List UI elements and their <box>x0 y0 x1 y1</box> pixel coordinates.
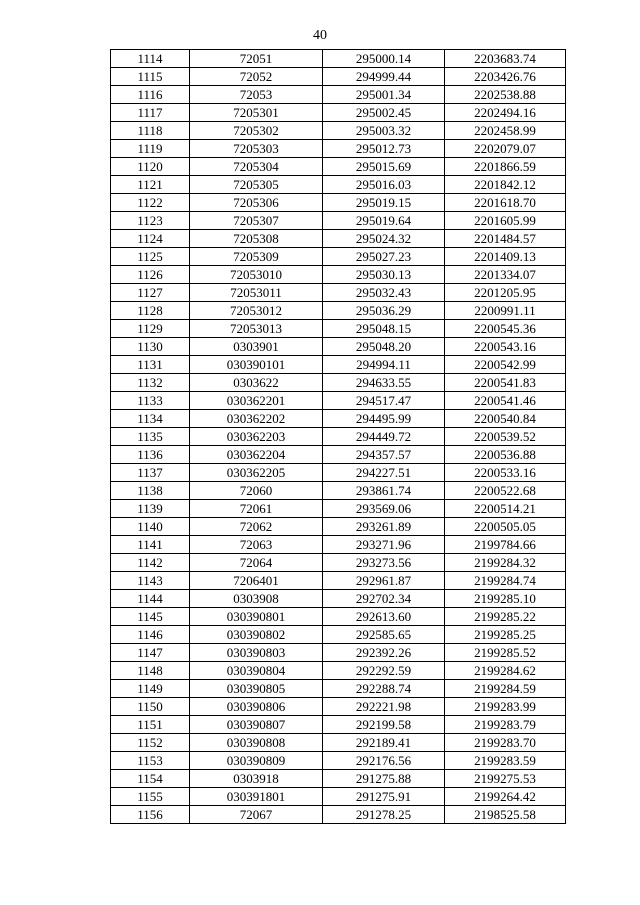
x-coordinate-cell: 291275.91 <box>323 788 445 806</box>
row-index-cell: 1151 <box>111 716 190 734</box>
point-id-cell: 0303918 <box>190 770 323 788</box>
point-id-cell: 030362202 <box>190 410 323 428</box>
y-coordinate-cell: 2200522.68 <box>445 482 566 500</box>
y-coordinate-cell: 2201618.70 <box>445 194 566 212</box>
point-id-cell: 7205306 <box>190 194 323 212</box>
x-coordinate-cell: 292392.26 <box>323 644 445 662</box>
table-row <box>111 122 566 140</box>
point-id-cell: 030390101 <box>190 356 323 374</box>
y-coordinate-cell: 2199283.99 <box>445 698 566 716</box>
y-coordinate-cell: 2199283.59 <box>445 752 566 770</box>
x-coordinate-cell: 295036.29 <box>323 302 445 320</box>
row-index-cell: 1153 <box>111 752 190 770</box>
row-index-cell: 1146 <box>111 626 190 644</box>
x-coordinate-cell: 294495.99 <box>323 410 445 428</box>
x-coordinate-cell: 292288.74 <box>323 680 445 698</box>
x-coordinate-cell: 295001.34 <box>323 86 445 104</box>
row-index-cell: 1136 <box>111 446 190 464</box>
row-index-cell: 1155 <box>111 788 190 806</box>
point-id-cell: 7205304 <box>190 158 323 176</box>
x-coordinate-cell: 293261.89 <box>323 518 445 536</box>
table-row <box>111 446 566 464</box>
row-index-cell: 1116 <box>111 86 190 104</box>
table-row <box>111 194 566 212</box>
row-index-cell: 1131 <box>111 356 190 374</box>
table-row <box>111 50 566 68</box>
y-coordinate-cell: 2201484.57 <box>445 230 566 248</box>
point-id-cell: 030390801 <box>190 608 323 626</box>
point-id-cell: 72063 <box>190 536 323 554</box>
y-coordinate-cell: 2200541.83 <box>445 374 566 392</box>
row-index-cell: 1123 <box>111 212 190 230</box>
x-coordinate-cell: 292176.56 <box>323 752 445 770</box>
table-row <box>111 266 566 284</box>
point-id-cell: 030362205 <box>190 464 323 482</box>
table-row <box>111 554 566 572</box>
row-index-cell: 1121 <box>111 176 190 194</box>
x-coordinate-cell: 295030.13 <box>323 266 445 284</box>
point-id-cell: 7205307 <box>190 212 323 230</box>
table-row <box>111 86 566 104</box>
x-coordinate-cell: 295048.20 <box>323 338 445 356</box>
row-index-cell: 1140 <box>111 518 190 536</box>
table-row <box>111 68 566 86</box>
table-row <box>111 644 566 662</box>
x-coordinate-cell: 295027.23 <box>323 248 445 266</box>
y-coordinate-cell: 2200991.11 <box>445 302 566 320</box>
table-row <box>111 356 566 374</box>
row-index-cell: 1132 <box>111 374 190 392</box>
x-coordinate-cell: 293861.74 <box>323 482 445 500</box>
point-id-cell: 030390803 <box>190 644 323 662</box>
row-index-cell: 1114 <box>111 50 190 68</box>
x-coordinate-cell: 292961.87 <box>323 572 445 590</box>
x-coordinate-cell: 295002.45 <box>323 104 445 122</box>
row-index-cell: 1150 <box>111 698 190 716</box>
y-coordinate-cell: 2199284.74 <box>445 572 566 590</box>
y-coordinate-cell: 2199275.53 <box>445 770 566 788</box>
row-index-cell: 1119 <box>111 140 190 158</box>
point-id-cell: 030390806 <box>190 698 323 716</box>
page-number: 40 <box>313 28 327 43</box>
y-coordinate-cell: 2201205.95 <box>445 284 566 302</box>
x-coordinate-cell: 294227.51 <box>323 464 445 482</box>
y-coordinate-cell: 2199784.66 <box>445 536 566 554</box>
point-id-cell: 72060 <box>190 482 323 500</box>
point-id-cell: 7205302 <box>190 122 323 140</box>
point-id-cell: 0303901 <box>190 338 323 356</box>
x-coordinate-cell: 295015.69 <box>323 158 445 176</box>
row-index-cell: 1124 <box>111 230 190 248</box>
row-index-cell: 1134 <box>111 410 190 428</box>
point-id-cell: 7205305 <box>190 176 323 194</box>
x-coordinate-cell: 292292.59 <box>323 662 445 680</box>
y-coordinate-cell: 2199283.79 <box>445 716 566 734</box>
y-coordinate-cell: 2201605.99 <box>445 212 566 230</box>
point-id-cell: 72067 <box>190 806 323 824</box>
x-coordinate-cell: 294449.72 <box>323 428 445 446</box>
y-coordinate-cell: 2201842.12 <box>445 176 566 194</box>
table-row <box>111 140 566 158</box>
row-index-cell: 1133 <box>111 392 190 410</box>
table-row <box>111 374 566 392</box>
x-coordinate-cell: 295032.43 <box>323 284 445 302</box>
table-row <box>111 302 566 320</box>
table-row <box>111 572 566 590</box>
row-index-cell: 1128 <box>111 302 190 320</box>
row-index-cell: 1143 <box>111 572 190 590</box>
table-row <box>111 734 566 752</box>
row-index-cell: 1125 <box>111 248 190 266</box>
x-coordinate-cell: 292189.41 <box>323 734 445 752</box>
point-id-cell: 7205309 <box>190 248 323 266</box>
table-row <box>111 500 566 518</box>
point-id-cell: 0303908 <box>190 590 323 608</box>
y-coordinate-cell: 2202458.99 <box>445 122 566 140</box>
y-coordinate-cell: 2200533.16 <box>445 464 566 482</box>
y-coordinate-cell: 2200514.21 <box>445 500 566 518</box>
row-index-cell: 1142 <box>111 554 190 572</box>
x-coordinate-cell: 291278.25 <box>323 806 445 824</box>
point-id-cell: 030390807 <box>190 716 323 734</box>
point-id-cell: 030362203 <box>190 428 323 446</box>
y-coordinate-cell: 2200505.05 <box>445 518 566 536</box>
x-coordinate-cell: 294999.44 <box>323 68 445 86</box>
y-coordinate-cell: 2200545.36 <box>445 320 566 338</box>
y-coordinate-cell: 2198525.58 <box>445 806 566 824</box>
y-coordinate-cell: 2202079.07 <box>445 140 566 158</box>
y-coordinate-cell: 2199264.42 <box>445 788 566 806</box>
table-row <box>111 248 566 266</box>
table-row <box>111 158 566 176</box>
row-index-cell: 1141 <box>111 536 190 554</box>
x-coordinate-cell: 295024.32 <box>323 230 445 248</box>
y-coordinate-cell: 2201334.07 <box>445 266 566 284</box>
point-id-cell: 72051 <box>190 50 323 68</box>
point-id-cell: 030391801 <box>190 788 323 806</box>
y-coordinate-cell: 2200536.88 <box>445 446 566 464</box>
y-coordinate-cell: 2200541.46 <box>445 392 566 410</box>
row-index-cell: 1129 <box>111 320 190 338</box>
point-id-cell: 030390802 <box>190 626 323 644</box>
point-id-cell: 72053012 <box>190 302 323 320</box>
point-id-cell: 72061 <box>190 500 323 518</box>
y-coordinate-cell: 2199284.62 <box>445 662 566 680</box>
x-coordinate-cell: 295019.64 <box>323 212 445 230</box>
point-id-cell: 030390809 <box>190 752 323 770</box>
table-row <box>111 752 566 770</box>
table-row <box>111 662 566 680</box>
x-coordinate-cell: 295019.15 <box>323 194 445 212</box>
row-index-cell: 1117 <box>111 104 190 122</box>
row-index-cell: 1154 <box>111 770 190 788</box>
row-index-cell: 1152 <box>111 734 190 752</box>
table-row <box>111 230 566 248</box>
y-coordinate-cell: 2202538.88 <box>445 86 566 104</box>
x-coordinate-cell: 295016.03 <box>323 176 445 194</box>
x-coordinate-cell: 293271.96 <box>323 536 445 554</box>
point-id-cell: 030362204 <box>190 446 323 464</box>
table-row <box>111 626 566 644</box>
point-id-cell: 7205301 <box>190 104 323 122</box>
y-coordinate-cell: 2203683.74 <box>445 50 566 68</box>
point-id-cell: 72053010 <box>190 266 323 284</box>
y-coordinate-cell: 2203426.76 <box>445 68 566 86</box>
x-coordinate-cell: 293569.06 <box>323 500 445 518</box>
y-coordinate-cell: 2199284.59 <box>445 680 566 698</box>
point-id-cell: 0303622 <box>190 374 323 392</box>
y-coordinate-cell: 2199285.10 <box>445 590 566 608</box>
point-id-cell: 72062 <box>190 518 323 536</box>
row-index-cell: 1118 <box>111 122 190 140</box>
table-row <box>111 392 566 410</box>
x-coordinate-cell: 292613.60 <box>323 608 445 626</box>
x-coordinate-cell: 295048.15 <box>323 320 445 338</box>
y-coordinate-cell: 2200539.52 <box>445 428 566 446</box>
row-index-cell: 1122 <box>111 194 190 212</box>
table-row <box>111 518 566 536</box>
row-index-cell: 1139 <box>111 500 190 518</box>
table-row <box>111 338 566 356</box>
table-row <box>111 176 566 194</box>
y-coordinate-cell: 2199284.32 <box>445 554 566 572</box>
y-coordinate-cell: 2199283.70 <box>445 734 566 752</box>
point-id-cell: 72064 <box>190 554 323 572</box>
row-index-cell: 1156 <box>111 806 190 824</box>
table-row <box>111 590 566 608</box>
row-index-cell: 1144 <box>111 590 190 608</box>
point-id-cell: 72053 <box>190 86 323 104</box>
y-coordinate-cell: 2202494.16 <box>445 104 566 122</box>
y-coordinate-cell: 2200542.99 <box>445 356 566 374</box>
y-coordinate-cell: 2201866.59 <box>445 158 566 176</box>
table-row <box>111 464 566 482</box>
table-row <box>111 716 566 734</box>
row-index-cell: 1145 <box>111 608 190 626</box>
row-index-cell: 1130 <box>111 338 190 356</box>
y-coordinate-cell: 2199285.22 <box>445 608 566 626</box>
row-index-cell: 1137 <box>111 464 190 482</box>
table-row <box>111 698 566 716</box>
y-coordinate-cell: 2200543.16 <box>445 338 566 356</box>
y-coordinate-cell: 2200540.84 <box>445 410 566 428</box>
row-index-cell: 1127 <box>111 284 190 302</box>
table-row <box>111 284 566 302</box>
point-id-cell: 030362201 <box>190 392 323 410</box>
row-index-cell: 1135 <box>111 428 190 446</box>
table-row <box>111 680 566 698</box>
table-row <box>111 482 566 500</box>
table-row <box>111 608 566 626</box>
point-id-cell: 72053013 <box>190 320 323 338</box>
x-coordinate-cell: 295003.32 <box>323 122 445 140</box>
x-coordinate-cell: 295000.14 <box>323 50 445 68</box>
x-coordinate-cell: 291275.88 <box>323 770 445 788</box>
table-row <box>111 788 566 806</box>
table-row <box>111 770 566 788</box>
table-row <box>111 428 566 446</box>
row-index-cell: 1147 <box>111 644 190 662</box>
y-coordinate-cell: 2199285.52 <box>445 644 566 662</box>
row-index-cell: 1126 <box>111 266 190 284</box>
x-coordinate-cell: 294517.47 <box>323 392 445 410</box>
table-row <box>111 320 566 338</box>
coordinates-table <box>110 49 566 824</box>
point-id-cell: 7205303 <box>190 140 323 158</box>
point-id-cell: 030390808 <box>190 734 323 752</box>
point-id-cell: 72053011 <box>190 284 323 302</box>
y-coordinate-cell: 2199285.25 <box>445 626 566 644</box>
row-index-cell: 1115 <box>111 68 190 86</box>
point-id-cell: 72052 <box>190 68 323 86</box>
x-coordinate-cell: 292199.58 <box>323 716 445 734</box>
x-coordinate-cell: 295012.73 <box>323 140 445 158</box>
point-id-cell: 030390805 <box>190 680 323 698</box>
row-index-cell: 1138 <box>111 482 190 500</box>
table-row <box>111 104 566 122</box>
y-coordinate-cell: 2201409.13 <box>445 248 566 266</box>
row-index-cell: 1148 <box>111 662 190 680</box>
x-coordinate-cell: 294633.55 <box>323 374 445 392</box>
x-coordinate-cell: 294994.11 <box>323 356 445 374</box>
x-coordinate-cell: 294357.57 <box>323 446 445 464</box>
table-row <box>111 410 566 428</box>
x-coordinate-cell: 292702.34 <box>323 590 445 608</box>
table-row <box>111 536 566 554</box>
table-row <box>111 806 566 824</box>
point-id-cell: 7205308 <box>190 230 323 248</box>
x-coordinate-cell: 293273.56 <box>323 554 445 572</box>
table-row <box>111 212 566 230</box>
point-id-cell: 030390804 <box>190 662 323 680</box>
row-index-cell: 1149 <box>111 680 190 698</box>
point-id-cell: 7206401 <box>190 572 323 590</box>
x-coordinate-cell: 292585.65 <box>323 626 445 644</box>
row-index-cell: 1120 <box>111 158 190 176</box>
x-coordinate-cell: 292221.98 <box>323 698 445 716</box>
